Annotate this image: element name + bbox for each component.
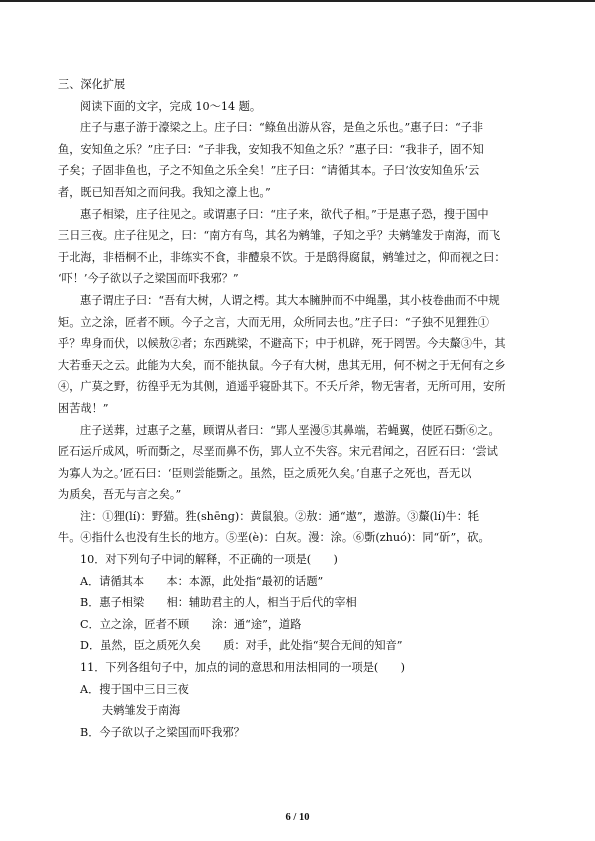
passage-line: 者，既已知吾知之而问我。我知之濠上也。”: [58, 185, 271, 199]
instruction: 阅读下面的文字，完成 10～14 题。: [80, 99, 262, 113]
passage-line: ‘吓！’今子欲以子之梁国而吓我邪？”: [58, 272, 239, 286]
page-number: 6 / 10: [285, 812, 310, 823]
passage-line: 匠石运斤成风，听而斲之，尽垩而鼻不伤，郢人立不失容。宋元君闻之，召匠石曰：‘尝试: [58, 445, 498, 459]
question-11: [58, 657, 536, 743]
note-line: 注：①狸(lí)：野猫。狌(shēng)：黄鼠狼。②敖：通“遨”，遨游。③斄(lí)牛：牦: [80, 509, 480, 523]
passage-line: 子矣；子固非鱼也，子之不知鱼之乐全矣！”庄子曰：“请循其本。子曰‘汝安知鱼乐’云: [58, 164, 480, 178]
page-content: [58, 74, 536, 743]
question-stem: 11．下列各组句子中，加点的词的意思和用法相同的一项是( ): [80, 661, 406, 675]
passage-line: 为寡人为之。’匠石曰：‘臣则尝能斲之。虽然，臣之质死久矣。’自惠子之死也，吾无以: [58, 466, 472, 480]
question-option: B．今子欲以子之梁国而吓我邪？: [80, 725, 245, 739]
question-option: B．惠子相梁 相：辅助君主的人，相当于后代的宰相: [80, 596, 357, 610]
passage-line: ④，广莫之野，彷徨乎无为其侧，逍遥乎寝卧其下。不夭斤斧，物无害者，无所可用，安所: [58, 380, 506, 394]
question-option-sub: 夫鹓雏发于南海: [102, 704, 181, 718]
question-option: A．请循其本 本：本源，此处指“最初的话题”: [80, 574, 324, 588]
passage-line: 于北海，非梧桐不止，非练实不食，非醴泉不饮。于是鸱得腐鼠，鹓雏过之，仰而视之曰：: [58, 250, 506, 264]
note-line: 牛。④指什么也没有生长的地方。⑤垩(è)：白灰。漫：涂。⑥斲(zhuó)：同“斫”，砍。: [58, 531, 490, 545]
passage-line: 庄子送葬，过惠子之墓，顾谓从者曰：“郢人垩漫⑤其鼻端，若蝇翼，使匠石斲⑥之。: [80, 423, 500, 437]
passage-line: 惠子谓庄子曰：“吾有大树，人谓之樗。其大本臃肿而不中绳墨，其小枝卷曲而不中规: [80, 293, 500, 307]
passage-line: 困苦哉！”: [58, 401, 109, 415]
header-rule: [0, 0, 595, 2]
question-stem: 10．对下列句子中词的解释，不正确的一项是( ): [80, 553, 338, 567]
notes: [58, 506, 536, 549]
passage-line: 庄子与惠子游于濠梁之上。庄子曰：“鲦鱼出游从容，是鱼之乐也。”惠子曰：“子非: [80, 121, 484, 135]
passage: [58, 117, 536, 506]
question-option: D．虽然，臣之质死久矣 质：对手，此处指“契合无间的知音”: [80, 639, 403, 653]
passage-line: 乎？卑身而伏，以候敖②者；东西跳梁，不避高下；中于机辟，死于罔罟。今夫斄③牛，其: [58, 337, 506, 351]
passage-line: 惠子相梁，庄子往见之。或谓惠子曰：“庄子来，欲代子相。”于是惠子恐，搜于国中: [80, 207, 489, 221]
question-10: [58, 549, 536, 657]
question-option: A．搜于国中三日三夜: [80, 682, 189, 696]
passage-line: 三日三夜。庄子往见之，曰：“南方有鸟，其名为鹓雏，子知之乎？夫鹓雏发于南海，而飞: [58, 229, 501, 243]
passage-line: 鱼，安知鱼之乐？”庄子曰：“子非我，安知我不知鱼之乐？”惠子曰：“我非子，固不知: [58, 142, 484, 156]
passage-line: 大若垂天之云。此能为大矣，而不能执鼠。今子有大树，患其无用，何不树之于无何有之乡: [58, 358, 506, 372]
section-title: 三、深化扩展: [58, 78, 126, 91]
question-option: C．立之涂，匠者不顾 涂：通“途”，道路: [80, 617, 302, 631]
passage-line: 矩。立之涂，匠者不顾。今子之言，大而无用，众所同去也。”庄子曰：“子独不见狸狌①: [58, 315, 489, 329]
passage-line: 为质矣，吾无与言之矣。”: [58, 488, 182, 502]
